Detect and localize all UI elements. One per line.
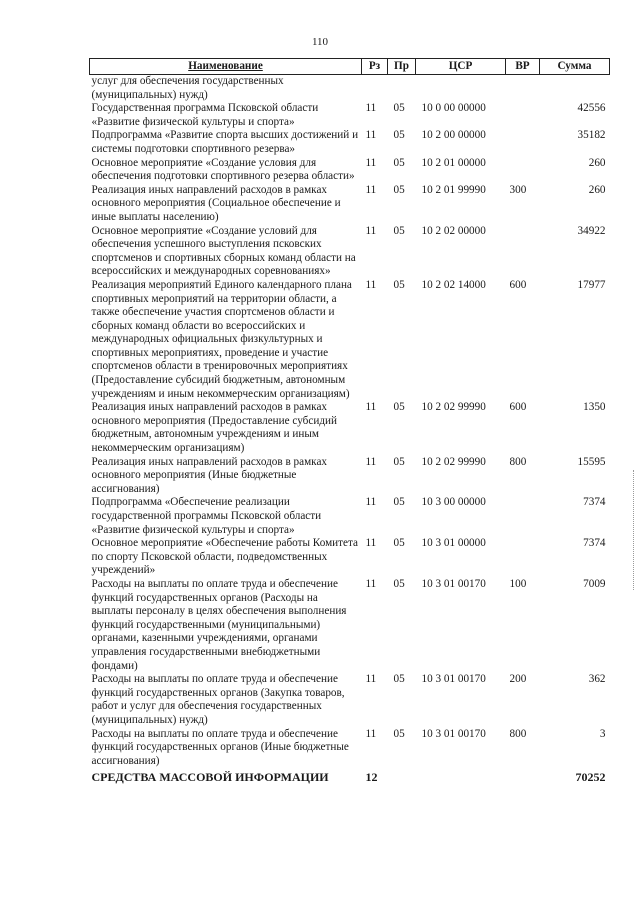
row-sum: 15595 (577, 455, 606, 468)
row-csr: 10 0 00 00000 (421, 102, 486, 115)
row-csr: 10 2 01 00000 (421, 156, 486, 169)
row-csr: 10 3 01 00170 (421, 673, 486, 686)
row-sum: 362 (588, 673, 606, 686)
row-sum: 34922 (577, 224, 606, 237)
row-vr: 800 (509, 455, 527, 468)
row-name: Основное мероприятие «Создание условий для обеспечения успешного выступления псковских спортсменов и спортивных сборных команд области на всероссийских и международных соревнованиях» (91, 224, 356, 278)
row-rz: 11 (365, 455, 377, 468)
row-pr: 05 (393, 455, 405, 468)
row-csr: 10 3 01 00170 (421, 577, 486, 590)
row-rz: 11 (365, 129, 377, 142)
header-pr: Пр (388, 59, 416, 75)
row-pr: 05 (393, 727, 405, 740)
table-row (90, 456, 610, 497)
table-row (90, 225, 610, 279)
row-rz: 11 (365, 496, 377, 509)
row-vr (506, 129, 540, 156)
scan-edge-mark (632, 470, 634, 590)
row-sum: 42556 (577, 102, 606, 115)
row-sum: 35182 (577, 129, 606, 142)
row-name: Расходы на выплаты по оплате труда и обеспечение функций государственных органов (Расходы на выплаты персоналу в целях обеспечения выполнения функций государственными (муниципальными) органами, казенными учреждениями, органами управления государственными внебюджетными фондами) (91, 577, 347, 672)
budget-table (89, 58, 610, 785)
row-vr: 800 (509, 727, 527, 740)
row-name: услуг для обеспечения государственных (муниципальных) нужд) (91, 75, 284, 101)
row-pr: 05 (393, 129, 405, 142)
row-pr: 05 (393, 156, 405, 169)
row-pr: 05 (393, 496, 405, 509)
row-rz: 11 (365, 537, 377, 550)
row-sum: 7374 (583, 537, 606, 550)
row-vr: 200 (509, 673, 527, 686)
row-name: Государственная программа Псковской области «Развитие физической культуры и спорта» (91, 102, 319, 128)
total-row (90, 768, 610, 785)
row-pr: 05 (393, 401, 405, 414)
row-rz: 11 (365, 224, 377, 237)
row-rz: 11 (365, 401, 377, 414)
total-pr (388, 768, 416, 785)
header-rz: Рз (362, 59, 388, 75)
row-vr: 100 (509, 577, 527, 590)
row-name: Подпрограмма «Развитие спорта высших достижений и системы подготовки спортивного резерва» (91, 129, 359, 155)
row-pr: 05 (393, 224, 405, 237)
table-row (90, 728, 610, 769)
row-sum: 17977 (577, 278, 606, 291)
row-csr: 10 2 01 99990 (421, 183, 486, 196)
page-number: 110 (311, 36, 329, 48)
row-vr: 600 (509, 401, 527, 414)
row-pr: 05 (393, 278, 405, 291)
table-row (90, 279, 610, 401)
table-row (90, 184, 610, 225)
row-csr: 10 2 00 00000 (421, 129, 486, 142)
row-sum: 260 (588, 156, 606, 169)
row-sum (540, 75, 610, 103)
row-rz: 11 (365, 278, 377, 291)
row-vr (506, 157, 540, 184)
table-row (90, 496, 610, 537)
row-rz: 11 (365, 577, 377, 590)
row-pr: 05 (393, 183, 405, 196)
row-rz: 11 (365, 183, 377, 196)
row-sum: 7374 (583, 496, 606, 509)
header-vr: ВР (506, 59, 540, 75)
row-name: Основное мероприятие «Обеспечение работы Комитета по спорту Псковской области, подведомственных учреждений» (91, 537, 358, 577)
total-csr (416, 768, 506, 785)
row-pr: 05 (393, 537, 405, 550)
row-sum: 3 (599, 727, 606, 740)
row-rz: 11 (365, 673, 377, 686)
row-vr (506, 225, 540, 279)
row-csr (416, 75, 506, 103)
row-pr: 05 (393, 577, 405, 590)
table-row (90, 578, 610, 673)
row-name: Реализация мероприятий Единого календарного плана спортивных мероприятий на территории области, а также обеспечение участия спортсменов области и сборных команд области во всероссийских и международных официальных физкультурных и спортивных мероприятиях, проведение и участие спортсменов области в тренировочных мероприятиях (Предоставление субсидий бюджетным, автономным учреждениям и иным некоммерческим организациям) (91, 278, 352, 400)
row-pr: 05 (393, 102, 405, 115)
total-sum: 70252 (575, 770, 606, 785)
header-name: Наименование (90, 59, 362, 75)
table-header-row (90, 59, 610, 75)
row-name: Расходы на выплаты по оплате труда и обеспечение функций государственных органов (Иные бюджетные ассигнования) (91, 727, 349, 767)
row-vr (506, 537, 540, 578)
row-csr: 10 2 02 00000 (421, 224, 486, 237)
row-vr (506, 75, 540, 103)
row-name: Реализация иных направлений расходов в рамках основного мероприятия (Иные бюджетные ассигнования) (91, 455, 328, 495)
row-name: Расходы на выплаты по оплате труда и обеспечение функций государственных органов (Закупка товаров, работ и услуг для обеспечения государственных (муниципальных) нужд) (91, 673, 345, 726)
row-pr: 05 (393, 673, 405, 686)
header-csr: ЦСР (416, 59, 506, 75)
row-name: Реализация иных направлений расходов в рамках основного мероприятия (Социальное обеспечение и иные выплаты населению) (91, 183, 341, 223)
row-vr (506, 496, 540, 537)
table-row (90, 129, 610, 156)
table-row (90, 157, 610, 184)
row-csr: 10 2 02 99990 (421, 455, 486, 468)
row-csr: 10 3 00 00000 (421, 496, 486, 509)
row-csr: 10 2 02 14000 (421, 278, 486, 291)
row-sum: 260 (588, 183, 606, 196)
row-vr (506, 102, 540, 129)
total-name: СРЕДСТВА МАССОВОЙ ИНФОРМАЦИИ (91, 770, 329, 785)
row-rz: 11 (365, 727, 377, 740)
row-rz: 11 (365, 102, 377, 115)
row-csr: 10 2 02 99990 (421, 401, 486, 414)
total-vr (506, 768, 540, 785)
total-rz: 12 (365, 770, 378, 785)
row-sum: 1350 (583, 401, 606, 414)
row-name: Основное мероприятие «Создание условия для обеспечения подготовки спортивного резерва области» (91, 156, 355, 183)
row-name: Реализация иных направлений расходов в рамках основного мероприятия (Предоставление субсидий бюджетным, автономным учреждениям и иным некоммерческим организациям) (91, 401, 337, 455)
table-row (90, 537, 610, 578)
row-pr (388, 75, 416, 103)
row-rz (362, 75, 388, 103)
row-csr: 10 3 01 00170 (421, 727, 486, 740)
row-rz: 11 (365, 156, 377, 169)
row-name: Подпрограмма «Обеспечение реализации государственной программы Псковской области «Развитие физической культуры и спорта» (91, 496, 322, 536)
table-row (90, 673, 610, 727)
table-row (90, 75, 610, 103)
table-row (90, 102, 610, 129)
row-vr: 300 (509, 183, 527, 196)
row-csr: 10 3 01 00000 (421, 537, 486, 550)
table-row (90, 401, 610, 455)
row-sum: 7009 (583, 577, 606, 590)
row-vr: 600 (509, 278, 527, 291)
header-sum: Сумма (540, 59, 610, 75)
